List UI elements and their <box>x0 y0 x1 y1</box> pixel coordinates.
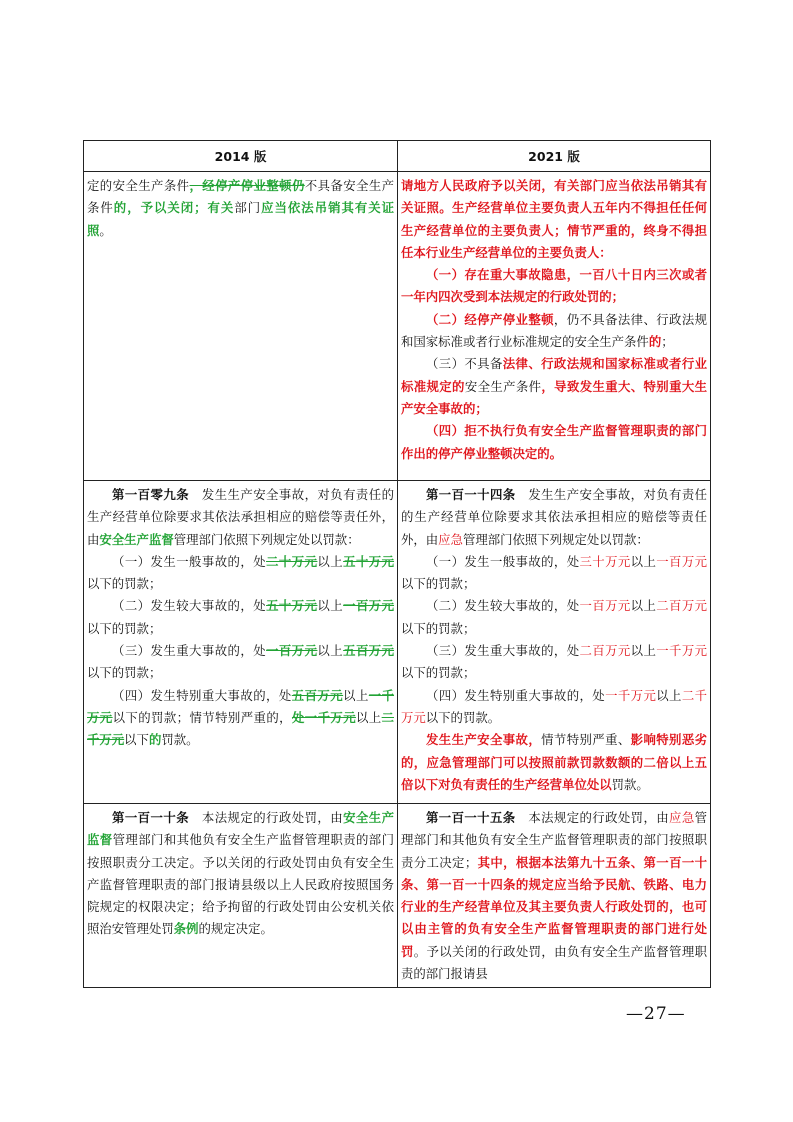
deleted-text: 一百万元 <box>343 598 395 614</box>
text-run: （三）不具备 <box>426 356 503 372</box>
text-run: 以下的罚款； <box>87 620 162 636</box>
text-run: （二）发生较大事故的，处 <box>426 598 580 614</box>
table-row <box>84 804 711 988</box>
added-text: 一百万元 <box>656 553 708 569</box>
text-run: 以上 <box>356 709 382 725</box>
text-run: 以上 <box>317 643 344 659</box>
comparison-table <box>83 140 711 988</box>
text-run: 管理部门和其他负有安全生产监督管理职责的部门按照职责分工决定。予以关闭的行政处罚由负有安全生产监督管理职责的部门报请县级以上人民政府按照国务院规定的权限决定；给予拘留的行政处罚由公安机关依照治安管理处罚 <box>87 832 395 937</box>
paragraph <box>401 551 707 596</box>
text-run: 以下的罚款；情节特别严重的， <box>112 709 292 725</box>
deleted-text: 二千万元 <box>87 709 395 748</box>
paragraph <box>87 551 394 596</box>
paragraph <box>87 175 394 242</box>
text-run: 情节特别严重、 <box>541 732 631 748</box>
added-text: 法律、行政法规和国家标准或者行业标准规定的 <box>401 356 708 394</box>
text-run: （四）发生特别重大事故的，处 <box>112 687 292 703</box>
added-text: 一百万元 <box>579 598 631 614</box>
paragraph <box>401 353 707 420</box>
added-text: 二百万元 <box>579 643 631 659</box>
paragraph <box>87 807 394 941</box>
text-run: 以下的罚款； <box>401 665 476 681</box>
deleted-text: 安全生产监督 <box>99 531 174 547</box>
paragraph <box>87 640 394 685</box>
text-run: 发生生产安全事故，对负有责任的生产经营单位除要求其依法承担相应的赔偿等责任外，由 <box>87 487 394 547</box>
table-row <box>84 481 711 804</box>
text-run: 以下的罚款； <box>401 620 476 636</box>
paragraph <box>401 595 707 640</box>
paragraph <box>401 729 707 796</box>
text-run: 发生生产安全事故，对负有责任的生产经营单位除要求其依法承担相应的赔偿等责任外，由 <box>401 487 708 547</box>
paragraph <box>87 484 394 551</box>
deleted-text: 五十万元 <box>343 553 395 569</box>
text-run: 。予以关闭的行政处罚，由负有安全生产监督管理职责的部门报请县 <box>401 943 707 982</box>
text-run: 的规定决定。 <box>198 921 273 937</box>
added-text: 应急 <box>669 810 695 825</box>
text-run: 管理部门和其他负有安全生产监督管理职责的部门按照职责分工决定； <box>401 810 708 870</box>
paragraph <box>401 309 707 354</box>
added-text: 的 <box>648 334 662 350</box>
text-run: ，仍不具备法律、行政法规和国家标准或者行业标准规定的安全生产条件 <box>401 311 708 350</box>
text-run: 第一百一十条 <box>112 810 190 825</box>
deleted-text: 五百万元 <box>291 687 344 703</box>
added-text: 一千万元 <box>656 643 708 659</box>
deleted-text: 二十万元 <box>266 553 318 569</box>
deleted-text: 应当依法吊销其有关证照 <box>87 200 395 238</box>
text-run: 以下的罚款； <box>87 665 162 681</box>
cell-2014-article-109 <box>84 481 398 804</box>
text-run: （一）发生一般事故的，处 <box>112 553 267 569</box>
deleted-text: 处一千万元 <box>291 709 356 725</box>
cell-2021-row1 <box>398 172 711 481</box>
added-text: ，导致发生重大、特别重大生产安全事故的； <box>401 378 707 416</box>
added-text: 发生生产安全事故， <box>426 732 542 748</box>
added-text: 三十万元 <box>579 553 631 569</box>
text-run: 管理部门依照下列规定处以罚款： <box>173 531 360 547</box>
text-run: 第一百一十五条 <box>426 810 516 825</box>
cell-2014-row1 <box>84 172 398 481</box>
added-text: 其中，根据本法第九十五条、第一百一十条、第一百一十四条的规定应当给予民航、铁路、电力行业的生产经营单位及其主要负责人行政处罚的，也可以由主管的负有安全生产监督管理职责的部门进行处罚 <box>401 854 707 959</box>
text-run: 以下的罚款。 <box>425 709 501 725</box>
text-run: 以上 <box>343 687 369 703</box>
paragraph <box>87 595 394 640</box>
page-number: —27— <box>626 1004 686 1024</box>
deleted-text: 五百万元 <box>343 643 395 659</box>
paragraph <box>87 685 394 752</box>
paragraph <box>401 420 707 465</box>
added-text: 请地方人民政府予以关闭，有关部门应当依法吊销其有关证照。生产经营单位主要负责人五年内不得担任任何生产经营单位的主要负责人；情节严重的，终身不得担任本行业生产经营单位的主要负责人： <box>401 178 707 260</box>
text-run: 罚款。 <box>161 732 199 748</box>
paragraph <box>401 175 707 264</box>
added-text: 应急 <box>438 531 463 547</box>
deleted-text: 的，予以关闭；有关 <box>113 200 235 216</box>
deleted-text: 安全生产监督 <box>87 810 395 848</box>
text-run: 以下的罚款； <box>87 576 162 592</box>
text-run: 第一百零九条 <box>112 487 190 502</box>
text-run: 部门 <box>234 200 262 216</box>
text-run: 不具备安全生产条件 <box>87 178 395 216</box>
text-run: 管理部门依照下列规定处以罚款： <box>462 531 649 547</box>
cell-2021-article-115 <box>398 804 711 988</box>
text-run: 。 <box>99 222 112 238</box>
text-run: 以下 <box>124 732 149 748</box>
deleted-text: 条例 <box>173 921 199 937</box>
paragraph <box>401 264 707 309</box>
text-run: 以上 <box>656 687 682 703</box>
text-run: （三）发生重大事故的，处 <box>426 643 580 659</box>
added-text: （二）经停产停业整顿 <box>426 311 554 327</box>
cell-2021-article-114 <box>398 481 711 804</box>
header-2021: 2021 版 <box>398 141 711 172</box>
deleted-text: 一千万元 <box>87 687 395 725</box>
text-run: （一）发生一般事故的，处 <box>426 553 580 569</box>
added-text: （四）拒不执行负有安全生产监督管理职责的部门作出的停产停业整顿决定的。 <box>401 423 707 461</box>
text-run: （二）发生较大事故的，处 <box>112 598 267 614</box>
text-run: 本法规定的行政处罚，由 <box>189 810 344 825</box>
deleted-text: 一百万元 <box>266 643 318 659</box>
paragraph <box>401 685 707 730</box>
text-run: 以上 <box>630 643 657 659</box>
text-run: 以上 <box>630 553 657 569</box>
deleted-text: 的 <box>148 732 162 748</box>
header-row <box>84 141 711 172</box>
added-text: 二千万元 <box>401 687 708 725</box>
text-run: 本法规定的行政处罚，由 <box>515 810 670 825</box>
added-text: 影响特别恶劣的，应急管理部门可以按照前款罚款数额的二倍以上五倍以下对负有责任的生产经营单位处以 <box>401 732 708 792</box>
text-run: 以上 <box>630 598 657 614</box>
text-run: 罚款。 <box>611 776 649 792</box>
text-run: ； <box>661 334 674 350</box>
deleted-text: 五十万元 <box>266 598 318 614</box>
deleted-text: ，经停产停业整顿仍 <box>189 178 305 193</box>
table-row <box>84 172 711 481</box>
text-run: 第一百一十四条 <box>426 487 516 502</box>
paragraph <box>401 640 707 685</box>
paragraph <box>401 807 707 985</box>
text-run: 定的安全生产条件 <box>87 178 190 193</box>
text-run: 以上 <box>317 598 344 614</box>
text-run: （四）发生特别重大事故的，处 <box>426 687 606 703</box>
cell-2014-article-110 <box>84 804 398 988</box>
text-run: 以下的罚款； <box>401 576 476 592</box>
added-text: （一）存在重大事故隐患，一百八十日内三次或者一年内四次受到本法规定的行政处罚的； <box>401 267 707 305</box>
text-run: （三）发生重大事故的，处 <box>112 643 267 659</box>
header-2014: 2014 版 <box>84 141 398 172</box>
text-run: 以上 <box>317 553 344 569</box>
paragraph <box>401 484 707 551</box>
text-run: 安全生产条件 <box>464 378 542 394</box>
added-text: 一千万元 <box>605 687 657 703</box>
added-text: 二百万元 <box>656 598 708 614</box>
